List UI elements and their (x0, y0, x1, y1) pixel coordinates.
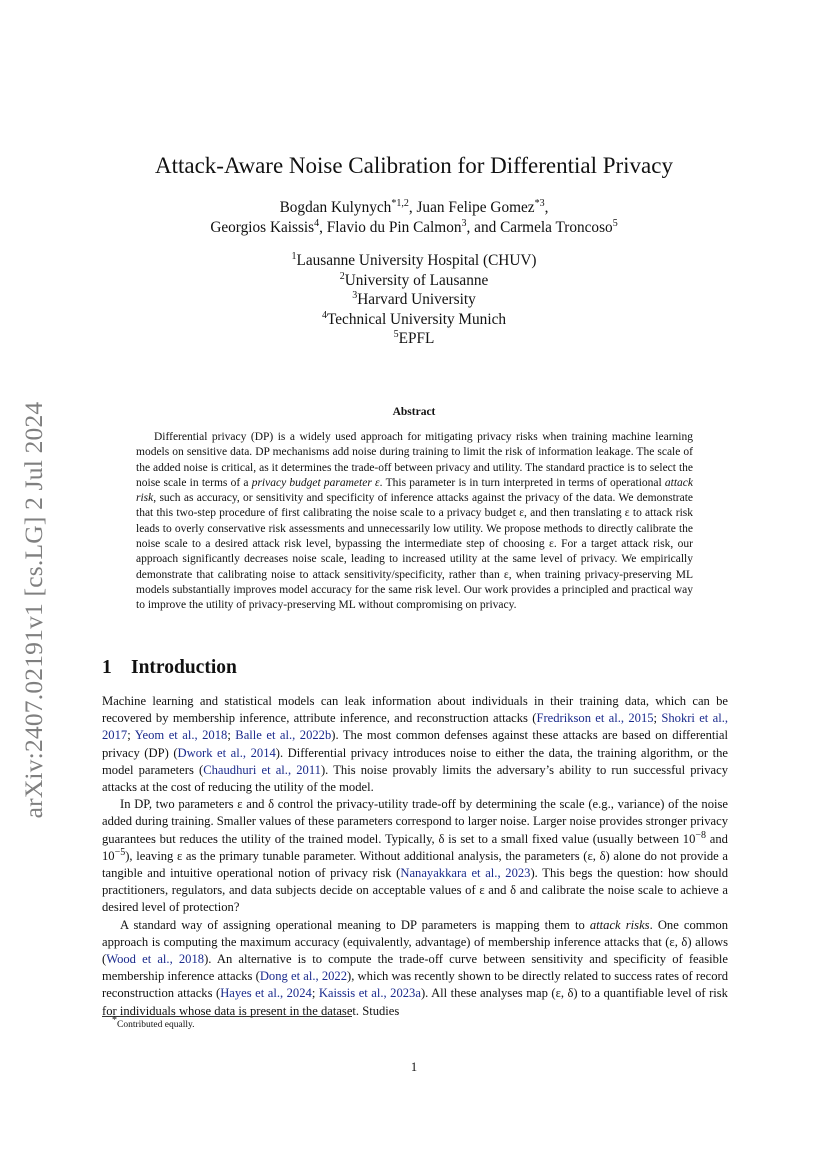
citation-link[interactable]: Hayes et al., 2024 (220, 986, 312, 1001)
exponent: −5 (114, 846, 126, 858)
text-run: ). An alternative is to compute the trade-off curve between sensitivity and specificity of feasible membership inference attacks ( (102, 952, 728, 984)
text-run: ). This noise provably limits the adversary’s ability to run successful privacy attacks at the cost of reducing the utility of the model. (102, 762, 728, 795)
text-run: ; (653, 711, 662, 726)
author-list (0, 198, 828, 238)
text-run: Machine learning and statistical models can leak information about individuals in their training data, which can be recovered by membership inference, attribute inference, and reconstruction attacks ( (102, 694, 728, 726)
citation-link[interactable]: Shokri et al., 2017 (102, 711, 728, 743)
abstract-heading: Abstract (392, 406, 436, 418)
text-run: ; (227, 728, 236, 743)
arxiv-identifier: arXiv:2407.02191v1 [cs.LG] 2 Jul 2024 (19, 401, 48, 819)
affiliation-name: University of Lausanne (344, 271, 489, 289)
text-run: ; (127, 728, 135, 743)
section-heading (102, 657, 237, 679)
emphasis: attack risk (136, 476, 694, 505)
affiliation-mark: 3 (352, 289, 358, 301)
text-run: and 10 (102, 831, 728, 863)
author-affiliation-mark: *1,2 (391, 197, 409, 209)
author-line-1: Bogdan Kulynych$^{*1,2}$, Juan Felipe Gomez$^{*3}$, (279, 197, 549, 216)
affiliation-name: EPFL (398, 330, 435, 347)
footnote-mark: * (112, 1014, 117, 1026)
text-run: , such as accuracy, or sensitivity and specificity of inference attacks against the privacy of the data. We demonstrate that this two-step procedure of first calibrating the noise scale to a privacy budget ε, and then translating ε to attack risk leads to overly conservative risk assessments and unnecessarily low utility. We propose methods to directly calibrate the noise scale to a desired attack risk level, bypassing the intermediate step of choosing ε. For a target attack risk, our approach significantly decreases noise scale, leading to increased utility at the same level of privacy. We empirically demonstrate that calibrating noise to attack sensitivity/specificity, rather than ε, when training privacy-preserving ML models substantially improves model accuracy for the same risk level. Our work provides a principled and practical way to improve the utility of privacy-preserving ML without compromising on privacy. (136, 492, 693, 612)
citation-link[interactable]: Dwork et al., 2014 (177, 745, 276, 760)
affiliation-name: Harvard University (357, 291, 476, 308)
affiliation-line (0, 329, 828, 349)
affiliation-list (0, 251, 828, 349)
paragraph (102, 917, 728, 1020)
author-affiliation-mark: *3 (534, 197, 545, 209)
paragraph (102, 796, 728, 916)
author-affiliation-mark: 4 (314, 217, 320, 229)
citation-link[interactable]: Dong et al., 2022 (259, 969, 348, 984)
affiliation-mark: 4 (321, 309, 327, 321)
paragraph (102, 693, 728, 796)
emphasis: attack risks (589, 917, 650, 932)
author-name: Juan Felipe Gomez (416, 199, 535, 216)
author-affiliation-mark: 5 (612, 217, 618, 229)
footnote-rule (102, 1016, 352, 1017)
text-run: . One common approach is computing the maximum accuracy (equivalently, advantage) of membership inference attacks that (ε, δ) allows ( (102, 917, 728, 967)
emphasis: privacy budget parameter ε (251, 476, 380, 489)
exponent: −8 (695, 829, 707, 841)
abstract-text (136, 430, 693, 614)
citation-link[interactable]: Wood et al., 2018 (106, 952, 205, 967)
arxiv-sidebar-stamp (14, 380, 54, 840)
text-run: ). The most common defenses against these attacks are based on differential privacy (DP) ( (102, 728, 728, 760)
citation-link[interactable]: Yeom et al., 2018 (134, 728, 228, 743)
text-run: ), which was recently shown to be directly related to success rates of record reconstruction attacks ( (102, 969, 728, 1001)
citation-link[interactable]: Chaudhuri et al., 2011 (203, 762, 321, 777)
text-run: In DP, two parameters ε and δ control the privacy-utility trade-off by determining the scale (e.g., variance) of the noise added during training. Smaller values of these parameters correspond to larger noise. Larger noise provides stronger privacy guarantees but reduces the utility of the trained model. Typically, δ is set to a small fixed value (usually between 10 (102, 797, 728, 846)
author-line-2: Georgios Kaissis$^4$, Flavio du Pin Calmon$^3$, and Carmela Troncoso$^5$ (210, 217, 618, 236)
author-name: Flavio du Pin Calmon (326, 219, 462, 236)
footnote (112, 1014, 195, 1030)
author-name: Georgios Kaissis (210, 219, 315, 236)
affiliation-name: Lausanne University Hospital (CHUV) (296, 252, 537, 269)
citation-link[interactable]: Fredrikson et al., 2015 (536, 711, 654, 726)
citation-link[interactable]: Kaissis et al., 2023a (318, 986, 421, 1001)
affiliation-name: Technical University Munich (326, 310, 507, 328)
author-name: Bogdan Kulynych (279, 199, 392, 216)
citation-link[interactable]: Balle et al., 2022b (235, 728, 332, 743)
text-run: Differential privacy (DP) is a widely used approach for mitigating privacy risks when training machine learning models on sensitive data. DP mechanisms add noise during training to limit the risk of information leakage. The scale of the added noise is critical, as it determines the trade-off between privacy and utility. The standard practice is to select the noise scale in terms of a (136, 431, 693, 489)
author-name: Carmela Troncoso (500, 219, 613, 236)
affiliation-line (0, 290, 828, 310)
footnote-text: Contributed equally. (117, 1020, 195, 1030)
text-run: ; (311, 986, 319, 1001)
text-run: ). All these analyses map (ε, δ) to a quantifiable level of risk for individuals whose data is present in the dataset. Studies (102, 986, 728, 1018)
text-run: ). This begs the question: how should practitioners, regulators, and data subjects decide on acceptable values of ε and δ and calibrate the noise scale to achieve a desired level of protection? (102, 866, 728, 915)
text-run: ). Differential privacy introduces noise to either the data, the training algorithm, or the model parameters ( (102, 745, 728, 777)
affiliation-line (0, 310, 828, 330)
body-text (102, 693, 728, 1020)
page-number: 1 (410, 1060, 418, 1074)
section-title: Introduction (131, 657, 237, 678)
author-affiliation-mark: 3 (461, 217, 467, 229)
affiliation-line (0, 271, 828, 291)
text-run: A standard way of assigning operational meaning to DP parameters is mapping them to (120, 917, 590, 932)
affiliation-mark: 1 (291, 250, 297, 262)
section-number: 1 (102, 657, 112, 678)
text-run: ), leaving ε as the primary tunable parameter. Without additional analysis, the parameters (ε, δ) alone do not provide a tangible and intuitive operational notion of privacy risk ( (102, 848, 728, 881)
citation-link[interactable]: Nanayakkara et al., 2023 (400, 866, 531, 881)
paper-title: Attack-Aware Noise Calibration for Differential Privacy (155, 153, 673, 178)
text-run: . This parameter is in turn interpreted in terms of operational (379, 476, 665, 489)
affiliation-mark: 2 (339, 270, 345, 282)
affiliation-line (0, 251, 828, 271)
affiliation-mark: 5 (393, 328, 399, 340)
